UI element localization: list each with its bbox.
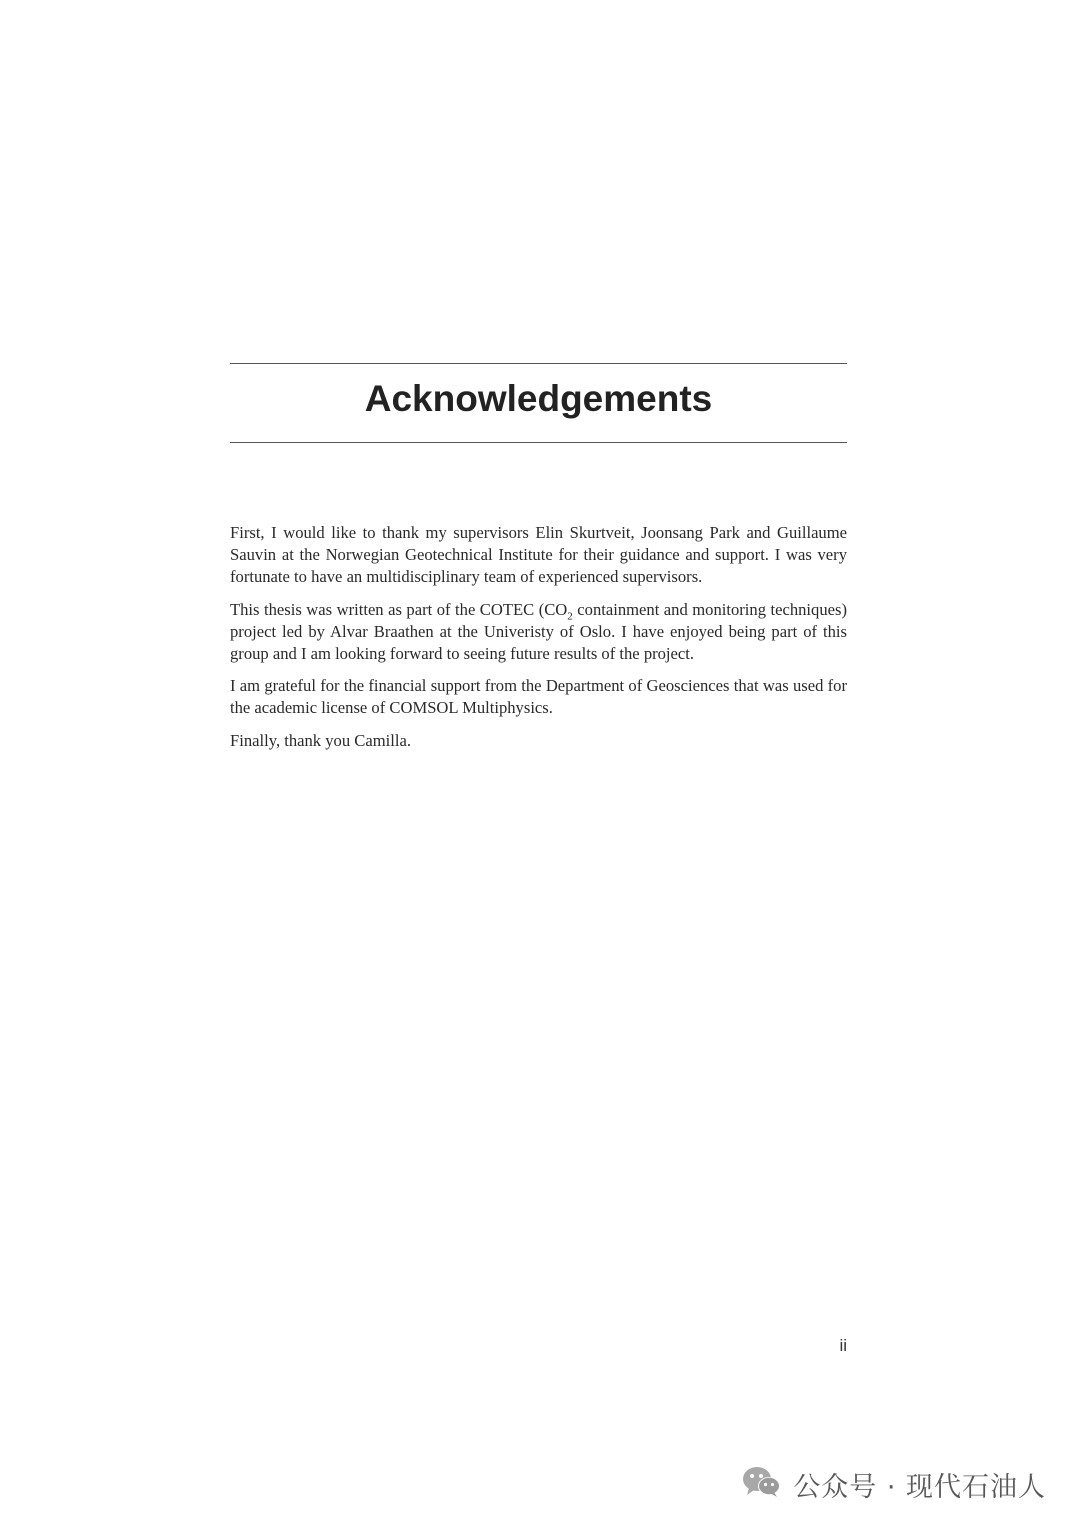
paragraph-project: [230, 599, 847, 665]
paragraph-project-end: containment and monitoring techniques) project led by Alvar Braathen at the Univeristy of Oslo. I have enjoyed being part of this group and I am looking forward to seeing future results of the project.: [230, 599, 847, 663]
watermark: [741, 1464, 1046, 1504]
heading-top-rule: [230, 363, 847, 364]
wechat-icon: [741, 1464, 783, 1504]
paragraph-closing: Finally, thank you Camilla.: [230, 731, 411, 751]
co2-subscript: 2: [567, 610, 573, 623]
heading-bottom-rule: [230, 442, 847, 443]
paragraph-project-start: This thesis was written as part of the COTEC (CO: [230, 599, 568, 619]
paragraph-funding: I am grateful for the financial support from the Department of Geosciences that was used for the academic license of COMSOL Multiphysics.: [230, 676, 847, 718]
page-title: Acknowledgements: [364, 378, 713, 419]
page-number: ii: [839, 1336, 847, 1355]
paragraph-supervisors: First, I would like to thank my supervisors Elin Skurtveit, Joonsang Park and Guillaume Sauvin at the Norwegian Geotechnical Institute for their guidance and support. I was very fortunate to have an multidisciplinary team of experienced supervisors.: [230, 523, 847, 586]
watermark-text: 公众号 · 现代石油人: [793, 1471, 1046, 1503]
acknowledgements-body: [230, 522, 847, 763]
